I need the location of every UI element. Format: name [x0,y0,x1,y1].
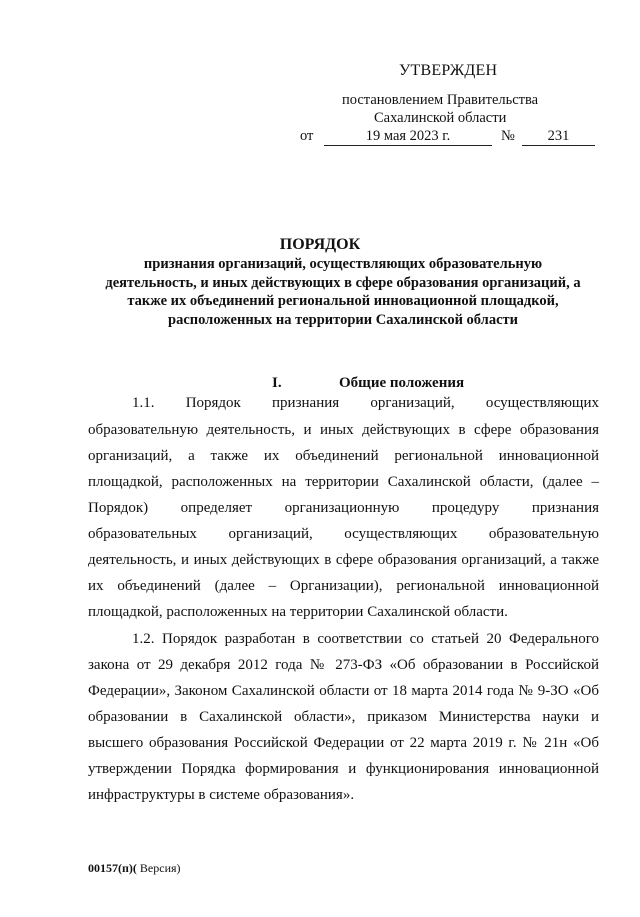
approval-number: 231 [522,128,595,146]
paragraph-line: образовательных организаций, осуществляющих образовательную [88,526,599,542]
paragraph-line: площадкой, расположенных на территории Сахалинской области. [88,604,508,620]
approval-heading: УТВЕРЖДЕН [399,62,498,79]
approval-date-row [300,128,600,148]
paragraph-line: 1.1. Порядок признания организаций, осуществляющих [132,395,599,411]
from-label: от [300,128,314,144]
subtitle-line: признания организаций, осуществляющих образовательную [143,256,543,272]
paragraph-line: 1.2. Порядок разработан в соответствии со статьей 20 Федерального [132,631,599,647]
paragraph-line: закона от 29 декабря 2012 года № 273-ФЗ «Об образовании в Российской [88,657,599,673]
subtitle-line: расположенных на территории Сахалинской области [168,312,518,329]
number-label: № [501,128,515,144]
paragraph-line: образовании в Сахалинской области», приказом Министерства науки и [88,709,599,725]
paragraph-line: деятельность, и иных действующих в сфере образования организаций, а также [88,552,599,568]
paragraph-line: инфраструктуры в системе образования». [88,787,355,803]
paragraph-line: Порядок) определяет организационную процедуру признания [88,500,599,516]
paragraph-line: организаций, а также их объединений региональной инновационной [88,448,599,464]
document-title: ПОРЯДОК [279,236,361,253]
subtitle-line: также их объединений региональной инновационной площадкой, [127,293,559,310]
approval-date: 19 мая 2023 г. [324,128,492,146]
footer-version: Версия) [136,861,181,875]
paragraph-line: площадкой, расположенных на территории Сахалинской области, (далее – [88,474,599,490]
paragraph-line: образовательную деятельность, и иных действующих в сфере образования [88,422,599,438]
section-number: I. [272,375,282,391]
section-title: Общие положения [339,375,465,391]
paragraph-line: их объединений (далее – Организации), региональной инновационной [88,578,599,594]
footer-code-number: 00157(п)( [88,861,137,875]
approval-line-1: постановлением Правительства [342,92,539,108]
approval-line-2: Сахалинской области [374,110,507,126]
paragraph-line: утверждении Порядка формирования и функционирования инновационной [88,761,599,777]
subtitle-line: деятельность, и иных действующих в сфере образования организаций, а [105,274,581,291]
footer-code [88,861,181,876]
paragraph-line: высшего образования Российской Федерации от 22 марта 2019 г. № 21н «Об [88,735,599,751]
document-subtitle [0,255,640,330]
paragraph-line: Федерации», Законом Сахалинской области от 18 марта 2014 года № 9-ЗО «Об [88,683,599,699]
